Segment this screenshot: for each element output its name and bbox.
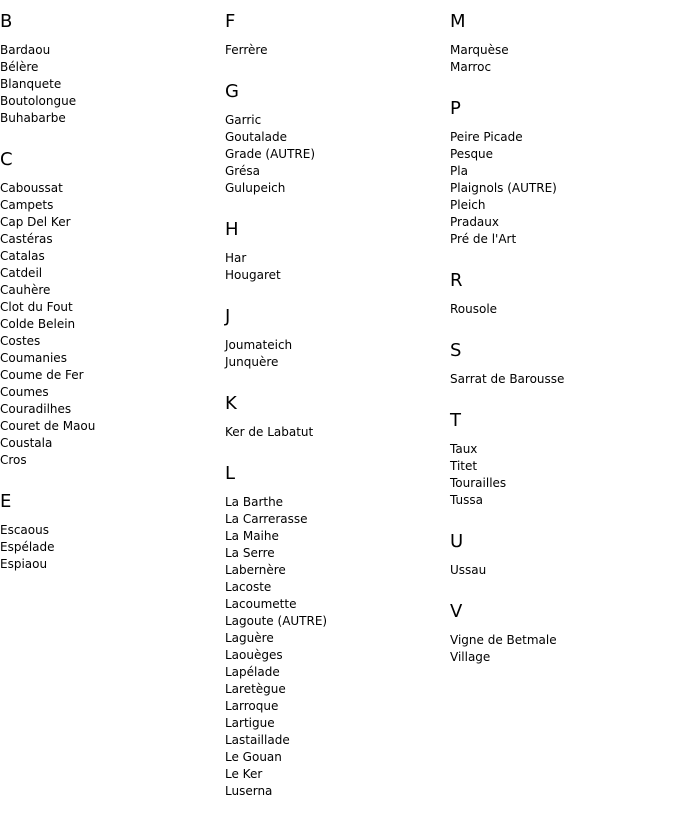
letter-heading: C [0,149,13,170]
list-item[interactable]: Coumes [0,385,49,399]
list-item[interactable]: Espiaou [0,557,48,571]
letter-group [450,10,670,76]
list-item[interactable]: Village [450,650,491,664]
name-list [0,522,220,573]
letter-heading: M [450,11,466,32]
list-item[interactable]: Vigne de Betmale [450,633,557,647]
letter-group [225,305,445,371]
list-item[interactable]: Titet [450,459,478,473]
list-item[interactable]: Marroc [450,60,492,74]
name-list [225,424,445,441]
list-item[interactable]: La Serre [225,546,275,560]
list-item[interactable]: Laouèges [225,648,283,662]
list-item[interactable]: Pesque [450,147,494,161]
list-item[interactable]: Coustala [0,436,53,450]
list-item[interactable]: Cauhère [0,283,51,297]
name-list [0,42,220,127]
list-item[interactable]: Joumateich [225,338,293,352]
letter-group [450,530,670,579]
name-list [225,42,445,59]
list-item[interactable]: Peire Picade [450,130,523,144]
list-item[interactable]: Blanquete [0,77,62,91]
list-item[interactable]: Lagoute (AUTRE) [225,614,328,628]
letter-heading: H [225,219,239,240]
name-list [450,42,670,76]
list-item[interactable]: Escaous [0,523,49,537]
letter-group [0,10,220,127]
list-item[interactable]: La Barthe [225,495,284,509]
name-list [450,632,670,666]
list-item[interactable]: Buhabarbe [0,111,66,125]
letter-heading: K [225,393,237,414]
list-item[interactable]: Gulupeich [225,181,286,195]
list-item[interactable]: Ferrère [225,43,268,57]
list-item[interactable]: Coumanies [0,351,67,365]
letter-group [225,218,445,284]
list-item[interactable]: Campets [0,198,54,212]
list-item[interactable]: Laguère [225,631,274,645]
list-item[interactable]: Pla [450,164,468,178]
letter-heading: L [225,463,236,484]
letter-heading: T [450,410,461,431]
list-item[interactable]: Boutolongue [0,94,77,108]
list-item[interactable]: Ussau [450,563,487,577]
letter-heading: R [450,270,463,291]
letter-heading: J [225,306,231,327]
list-item[interactable]: Har [225,251,247,265]
list-item[interactable]: Catdeil [0,266,43,280]
list-item[interactable]: Lartigue [225,716,275,730]
letter-group [450,339,670,388]
letter-group [225,462,445,800]
name-list [450,129,670,248]
list-item[interactable]: Plaignols (AUTRE) [450,181,557,195]
letter-group [225,80,445,197]
list-item[interactable]: Sarrat de Barousse [450,372,565,386]
list-item[interactable]: Goutalade [225,130,287,144]
list-item[interactable]: Lapélade [225,665,280,679]
letter-heading: V [450,601,463,622]
list-item[interactable]: Grade (AUTRE) [225,147,316,161]
list-item[interactable]: Pleich [450,198,486,212]
name-list [225,337,445,371]
name-list [450,371,670,388]
name-list [225,250,445,284]
index-column [225,10,445,821]
list-item[interactable]: Grésa [225,164,260,178]
list-item[interactable]: Coume de Fer [0,368,84,382]
letter-heading: G [225,81,239,102]
list-item[interactable]: Tussa [450,493,483,507]
list-item[interactable]: Cap Del Ker [0,215,71,229]
list-item[interactable]: Le Gouan [225,750,282,764]
list-item[interactable]: Tourailles [450,476,507,490]
list-item[interactable]: Couret de Maou [0,419,96,433]
letter-heading: S [450,340,462,361]
list-item[interactable]: Garric [225,113,262,127]
name-list [225,494,445,800]
list-item[interactable]: Hougaret [225,268,281,282]
list-item[interactable]: Marquèse [450,43,509,57]
list-item[interactable]: Catalas [0,249,45,263]
letter-heading: B [0,11,13,32]
list-item[interactable]: Espélade [0,540,55,554]
list-item[interactable]: Taux [450,442,478,456]
list-item[interactable]: Bélère [0,60,39,74]
list-item[interactable]: Le Ker [225,767,263,781]
letter-heading: F [225,11,236,32]
list-item[interactable]: Ker de Labatut [225,425,314,439]
list-item[interactable]: Laretègue [225,682,286,696]
list-item[interactable]: Costes [0,334,41,348]
name-list [0,180,220,469]
name-list [225,112,445,197]
list-item[interactable]: Clot du Fout [0,300,73,314]
list-item[interactable]: Colde Belein [0,317,76,331]
letter-heading: U [450,531,464,552]
letter-group [0,490,220,573]
letter-group [450,600,670,666]
letter-heading: P [450,98,461,119]
name-list [450,441,670,509]
letter-group [225,392,445,441]
letter-group [225,10,445,59]
letter-group [450,97,670,248]
list-item[interactable]: Luserna [225,784,273,798]
list-item[interactable]: Lacoste [225,580,272,594]
list-item[interactable]: Labernère [225,563,286,577]
name-list [450,562,670,579]
list-item[interactable]: La Maihe [225,529,279,543]
list-item[interactable]: Larroque [225,699,279,713]
list-item[interactable]: Cros [0,453,27,467]
list-item[interactable]: La Carrerasse [225,512,308,526]
index-column [0,10,220,594]
list-item[interactable]: Rousole [450,302,498,316]
list-item[interactable]: Lastaillade [225,733,290,747]
name-list [450,301,670,318]
letter-heading: E [0,491,12,512]
list-item[interactable]: Junquère [225,355,279,369]
list-item[interactable]: Pré de l'Art [450,232,517,246]
list-item[interactable]: Pradaux [450,215,499,229]
index-column [450,10,670,687]
list-item[interactable]: Lacoumette [225,597,297,611]
list-item[interactable]: Bardaou [0,43,51,57]
letter-group [0,148,220,469]
letter-group [450,269,670,318]
list-item[interactable]: Caboussat [0,181,63,195]
letter-group [450,409,670,509]
list-item[interactable]: Couradilhes [0,402,72,416]
list-item[interactable]: Castéras [0,232,53,246]
